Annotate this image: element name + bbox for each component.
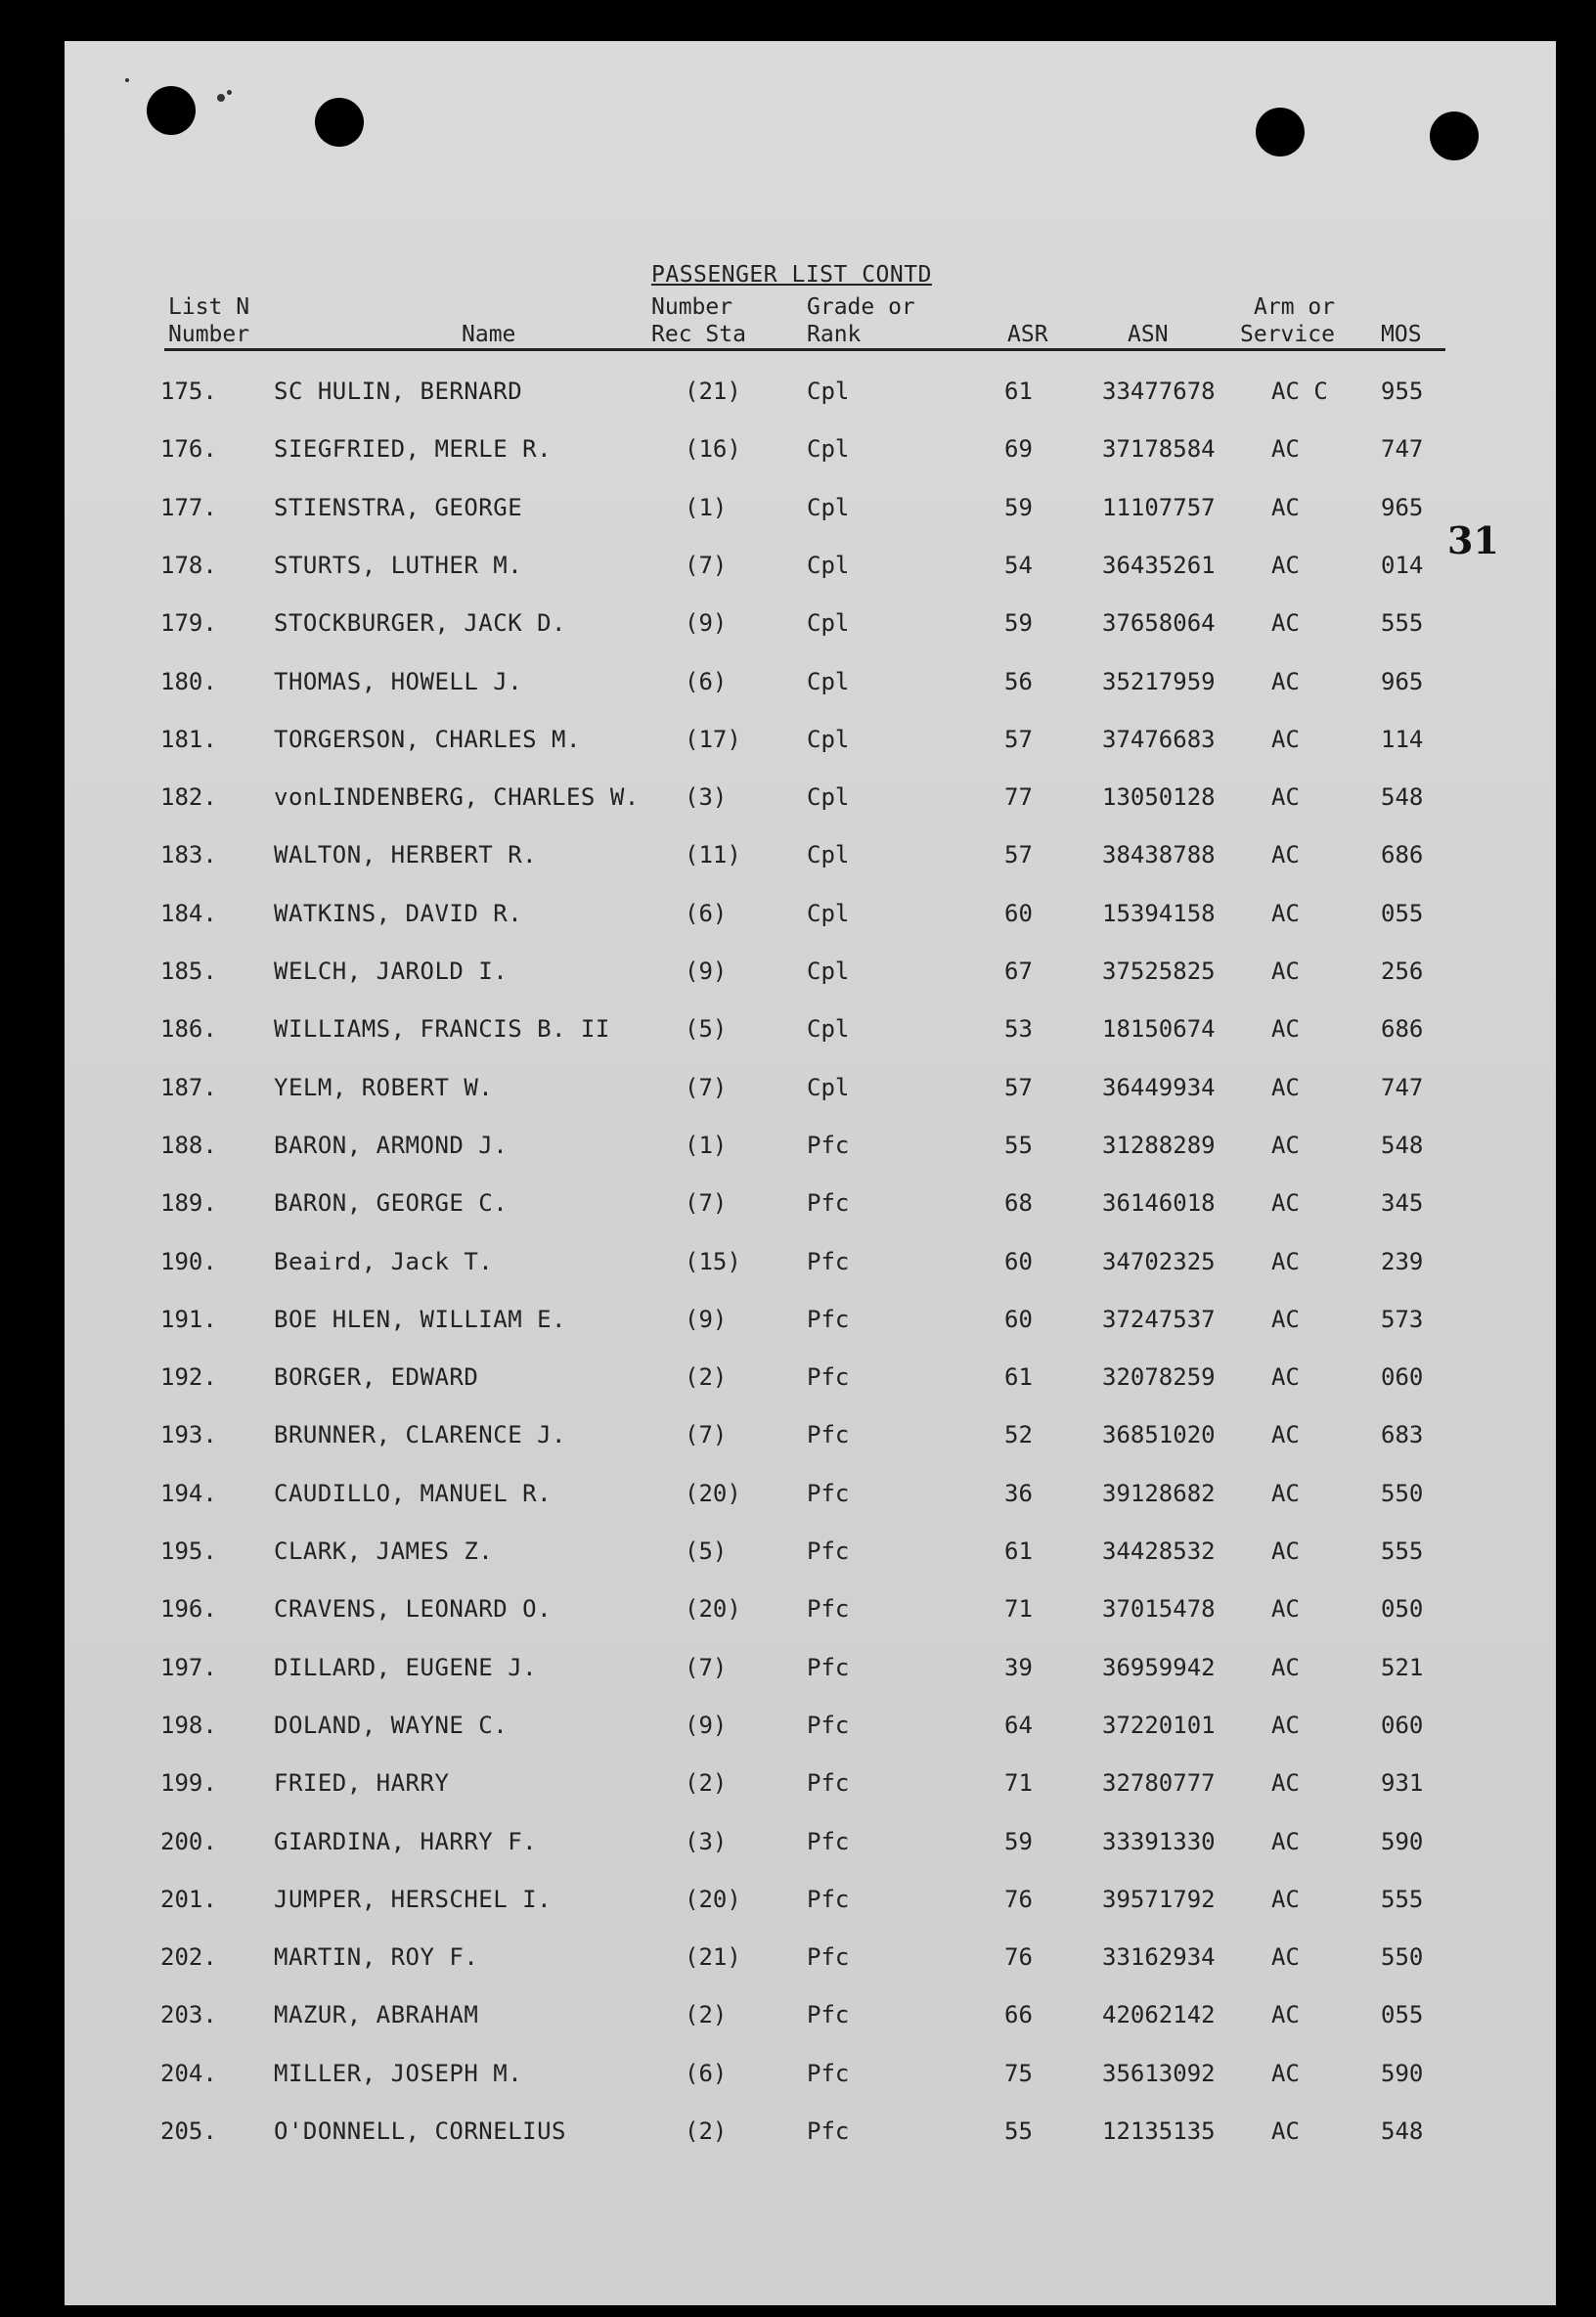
cell-asn: 32078259 xyxy=(1102,1363,1216,1392)
cell-list-number: 188. xyxy=(160,1131,217,1159)
cell-asn: 37476683 xyxy=(1102,725,1216,753)
cell-passenger-name: WILLIAMS, FRANCIS B. II xyxy=(274,1015,610,1044)
table-row xyxy=(0,1480,1596,1519)
cell-grade: Cpl xyxy=(807,1073,850,1101)
cell-passenger-name: CRAVENS, LEONARD O. xyxy=(274,1595,553,1624)
cell-rec-sta: (21) xyxy=(685,1943,741,1972)
cell-asr: 57 xyxy=(1004,1073,1033,1101)
cell-mos: 548 xyxy=(1381,783,1424,812)
cell-list-number: 180. xyxy=(160,667,217,695)
cell-mos: 683 xyxy=(1381,1421,1424,1449)
cell-rec-sta: (17) xyxy=(685,725,741,753)
cell-list-number: 182. xyxy=(160,783,217,812)
cell-asn: 35613092 xyxy=(1102,2059,1216,2087)
cell-arm-or-service: AC xyxy=(1271,1769,1300,1798)
cell-passenger-name: BORGER, EDWARD xyxy=(274,1363,479,1392)
cell-arm-or-service: AC xyxy=(1271,1421,1300,1449)
cell-asr: 52 xyxy=(1004,1421,1033,1449)
cell-asn: 36959942 xyxy=(1102,1653,1216,1681)
table-row xyxy=(0,1537,1596,1577)
table-row xyxy=(0,2117,1596,2157)
cell-asr: 71 xyxy=(1004,1769,1033,1798)
cell-list-number: 191. xyxy=(160,1305,217,1333)
cell-arm-or-service: AC xyxy=(1271,1827,1300,1855)
cell-arm-or-service: AC xyxy=(1271,1943,1300,1972)
cell-asn: 39571792 xyxy=(1102,1885,1216,1913)
table-row xyxy=(0,1712,1596,1751)
cell-mos: 955 xyxy=(1381,378,1424,405)
cell-asr: 66 xyxy=(1004,2001,1033,2029)
cell-arm-or-service: AC xyxy=(1271,1653,1300,1681)
document-title: PASSENGER LIST CONTD xyxy=(651,262,932,288)
cell-passenger-name: STIENSTRA, GEORGE xyxy=(274,493,523,521)
cell-asr: 68 xyxy=(1004,1189,1033,1218)
cell-mos: 550 xyxy=(1381,1479,1424,1507)
cell-list-number: 194. xyxy=(160,1479,217,1507)
cell-grade: Pfc xyxy=(807,1653,850,1681)
cell-asr: 76 xyxy=(1004,1943,1033,1972)
table-row xyxy=(0,552,1596,591)
cell-asr: 55 xyxy=(1004,1131,1033,1159)
cell-passenger-name: MARTIN, ROY F. xyxy=(274,1943,479,1972)
cell-asn: 32780777 xyxy=(1102,1769,1216,1798)
cell-grade: Cpl xyxy=(807,958,850,985)
cell-mos: 590 xyxy=(1381,1827,1424,1855)
cell-list-number: 201. xyxy=(160,1885,217,1913)
cell-rec-sta: (9) xyxy=(685,958,728,985)
header-asn: ASN xyxy=(1128,322,1169,347)
cell-asn: 36449934 xyxy=(1102,1073,1216,1101)
cell-asn: 33477678 xyxy=(1102,378,1216,405)
cell-rec-sta: (16) xyxy=(685,435,741,464)
cell-arm-or-service: AC xyxy=(1271,841,1300,869)
cell-asn: 36146018 xyxy=(1102,1189,1216,1218)
header-grade-or-rank: Grade or Rank xyxy=(807,294,915,347)
cell-mos: 014 xyxy=(1381,551,1424,579)
cell-asn: 31288289 xyxy=(1102,1131,1216,1159)
table-row xyxy=(0,2001,1596,2040)
cell-grade: Pfc xyxy=(807,1885,850,1913)
cell-asn: 37015478 xyxy=(1102,1595,1216,1624)
table-row xyxy=(0,1015,1596,1054)
cell-passenger-name: TORGERSON, CHARLES M. xyxy=(274,725,581,753)
cell-mos: 555 xyxy=(1381,1537,1424,1565)
cell-mos: 590 xyxy=(1381,2059,1424,2087)
cell-asr: 60 xyxy=(1004,899,1033,927)
cell-mos: 055 xyxy=(1381,2001,1424,2029)
cell-asn: 15394158 xyxy=(1102,899,1216,927)
cell-grade: Cpl xyxy=(807,841,850,869)
cell-list-number: 196. xyxy=(160,1595,217,1624)
cell-asr: 61 xyxy=(1004,1363,1033,1392)
cell-rec-sta: (6) xyxy=(685,899,728,927)
table-row xyxy=(0,726,1596,765)
cell-arm-or-service: AC xyxy=(1271,725,1300,753)
cell-asr: 64 xyxy=(1004,1711,1033,1739)
ink-speck xyxy=(227,90,232,95)
cell-passenger-name: SIEGFRIED, MERLE R. xyxy=(274,435,553,464)
cell-arm-or-service: AC xyxy=(1271,2059,1300,2087)
cell-passenger-name: YELM, ROBERT W. xyxy=(274,1073,494,1101)
table-row xyxy=(0,1769,1596,1808)
cell-asr: 61 xyxy=(1004,378,1033,405)
cell-arm-or-service: AC xyxy=(1271,551,1300,579)
cell-asn: 18150674 xyxy=(1102,1015,1216,1044)
cell-grade: Pfc xyxy=(807,1247,850,1275)
cell-mos: 686 xyxy=(1381,841,1424,869)
cell-passenger-name: STURTS, LUTHER M. xyxy=(274,551,523,579)
cell-list-number: 202. xyxy=(160,1943,217,1972)
table-row xyxy=(0,1074,1596,1113)
cell-rec-sta: (3) xyxy=(685,783,728,812)
cell-passenger-name: THOMAS, HOWELL J. xyxy=(274,667,523,695)
page-number: 31 xyxy=(1447,518,1499,562)
cell-asr: 69 xyxy=(1004,435,1033,464)
cell-passenger-name: Beaird, Jack T. xyxy=(274,1247,494,1275)
cell-passenger-name: WELCH, JAROLD I. xyxy=(274,958,509,985)
cell-rec-sta: (9) xyxy=(685,1711,728,1739)
cell-list-number: 179. xyxy=(160,609,217,638)
cell-arm-or-service: AC xyxy=(1271,609,1300,638)
cell-asn: 12135135 xyxy=(1102,2117,1216,2145)
cell-arm-or-service: AC xyxy=(1271,1305,1300,1333)
cell-asn: 11107757 xyxy=(1102,493,1216,521)
cell-asr: 36 xyxy=(1004,1479,1033,1507)
cell-asr: 60 xyxy=(1004,1305,1033,1333)
cell-arm-or-service: AC xyxy=(1271,1247,1300,1275)
cell-arm-or-service: AC xyxy=(1271,899,1300,927)
cell-mos: 573 xyxy=(1381,1305,1424,1333)
cell-rec-sta: (1) xyxy=(685,1131,728,1159)
header-mos: MOS xyxy=(1381,322,1422,347)
cell-asn: 13050128 xyxy=(1102,783,1216,812)
cell-list-number: 175. xyxy=(160,378,217,405)
cell-mos: 931 xyxy=(1381,1769,1424,1798)
cell-rec-sta: (21) xyxy=(685,378,741,405)
cell-rec-sta: (11) xyxy=(685,841,741,869)
cell-list-number: 195. xyxy=(160,1537,217,1565)
table-row xyxy=(0,1654,1596,1693)
cell-list-number: 186. xyxy=(160,1015,217,1044)
cell-mos: 747 xyxy=(1381,435,1424,464)
cell-grade: Pfc xyxy=(807,1479,850,1507)
cell-passenger-name: O'DONNELL, CORNELIUS xyxy=(274,2117,566,2145)
cell-asn: 37178584 xyxy=(1102,435,1216,464)
cell-passenger-name: FRIED, HARRY xyxy=(274,1769,450,1798)
cell-arm-or-service: AC xyxy=(1271,958,1300,985)
header-name: Name xyxy=(462,322,516,347)
cell-mos: 050 xyxy=(1381,1595,1424,1624)
table-row xyxy=(0,1886,1596,1925)
cell-asn: 36435261 xyxy=(1102,551,1216,579)
cell-arm-or-service: AC xyxy=(1271,493,1300,521)
cell-asr: 56 xyxy=(1004,667,1033,695)
cell-list-number: 198. xyxy=(160,1711,217,1739)
cell-rec-sta: (7) xyxy=(685,1073,728,1101)
cell-grade: Pfc xyxy=(807,1769,850,1798)
cell-rec-sta: (2) xyxy=(685,1769,728,1798)
cell-list-number: 197. xyxy=(160,1653,217,1681)
cell-passenger-name: vonLINDENBERG, CHARLES W. xyxy=(274,783,640,812)
cell-list-number: 203. xyxy=(160,2001,217,2029)
cell-grade: Pfc xyxy=(807,2001,850,2029)
cell-asn: 37658064 xyxy=(1102,609,1216,638)
cell-list-number: 177. xyxy=(160,493,217,521)
cell-passenger-name: CLARK, JAMES Z. xyxy=(274,1537,494,1565)
cell-mos: 345 xyxy=(1381,1189,1424,1218)
punch-hole-right-2 xyxy=(1430,111,1479,160)
cell-rec-sta: (7) xyxy=(685,1189,728,1218)
cell-rec-sta: (1) xyxy=(685,493,728,521)
cell-rec-sta: (2) xyxy=(685,2001,728,2029)
punch-hole-left-1 xyxy=(147,86,196,135)
cell-rec-sta: (20) xyxy=(685,1595,741,1624)
cell-asn: 37525825 xyxy=(1102,958,1216,985)
cell-asn: 34702325 xyxy=(1102,1247,1216,1275)
table-row xyxy=(0,1828,1596,1867)
cell-passenger-name: MAZUR, ABRAHAM xyxy=(274,2001,479,2029)
cell-grade: Cpl xyxy=(807,725,850,753)
cell-grade: Cpl xyxy=(807,493,850,521)
table-row xyxy=(0,783,1596,823)
cell-rec-sta: (6) xyxy=(685,667,728,695)
table-row xyxy=(0,668,1596,707)
cell-list-number: 204. xyxy=(160,2059,217,2087)
cell-grade: Pfc xyxy=(807,1305,850,1333)
cell-arm-or-service: AC xyxy=(1271,1711,1300,1739)
cell-arm-or-service: AC xyxy=(1271,1885,1300,1913)
cell-grade: Cpl xyxy=(807,783,850,812)
cell-list-number: 184. xyxy=(160,899,217,927)
cell-passenger-name: WATKINS, DAVID R. xyxy=(274,899,523,927)
cell-rec-sta: (7) xyxy=(685,551,728,579)
table-row xyxy=(0,378,1596,417)
cell-asr: 77 xyxy=(1004,783,1033,812)
cell-asr: 53 xyxy=(1004,1015,1033,1044)
ink-speck xyxy=(217,94,225,102)
cell-mos: 747 xyxy=(1381,1073,1424,1101)
cell-asn: 35217959 xyxy=(1102,667,1216,695)
cell-asr: 59 xyxy=(1004,493,1033,521)
header-rule xyxy=(164,348,1445,351)
cell-asn: 34428532 xyxy=(1102,1537,1216,1565)
table-row xyxy=(0,1943,1596,1983)
cell-grade: Pfc xyxy=(807,2117,850,2145)
cell-mos: 686 xyxy=(1381,1015,1424,1044)
cell-mos: 555 xyxy=(1381,1885,1424,1913)
cell-grade: Pfc xyxy=(807,1537,850,1565)
cell-list-number: 176. xyxy=(160,435,217,464)
cell-list-number: 192. xyxy=(160,1363,217,1392)
cell-passenger-name: BARON, GEORGE C. xyxy=(274,1189,509,1218)
cell-asn: 37220101 xyxy=(1102,1711,1216,1739)
cell-grade: Cpl xyxy=(807,1015,850,1044)
cell-arm-or-service: AC xyxy=(1271,1363,1300,1392)
cell-asr: 60 xyxy=(1004,1247,1033,1275)
cell-arm-or-service: AC xyxy=(1271,1189,1300,1218)
cell-asr: 71 xyxy=(1004,1595,1033,1624)
table-row xyxy=(0,958,1596,997)
header-asr: ASR xyxy=(1007,322,1048,347)
cell-asn: 36851020 xyxy=(1102,1421,1216,1449)
cell-asn: 42062142 xyxy=(1102,2001,1216,2029)
cell-arm-or-service: AC xyxy=(1271,1537,1300,1565)
cell-grade: Cpl xyxy=(807,435,850,464)
table-row xyxy=(0,1595,1596,1634)
cell-rec-sta: (3) xyxy=(685,1827,728,1855)
cell-passenger-name: STOCKBURGER, JACK D. xyxy=(274,609,566,638)
cell-grade: Pfc xyxy=(807,1131,850,1159)
table-row xyxy=(0,435,1596,474)
cell-asn: 33162934 xyxy=(1102,1943,1216,1972)
cell-mos: 060 xyxy=(1381,1363,1424,1392)
cell-rec-sta: (5) xyxy=(685,1537,728,1565)
cell-mos: 521 xyxy=(1381,1653,1424,1681)
table-row xyxy=(0,1421,1596,1460)
cell-passenger-name: DOLAND, WAYNE C. xyxy=(274,1711,509,1739)
cell-grade: Pfc xyxy=(807,1421,850,1449)
cell-grade: Pfc xyxy=(807,2059,850,2087)
cell-asr: 57 xyxy=(1004,725,1033,753)
cell-list-number: 193. xyxy=(160,1421,217,1449)
table-row xyxy=(0,2060,1596,2099)
cell-mos: 550 xyxy=(1381,1943,1424,1972)
cell-list-number: 185. xyxy=(160,958,217,985)
cell-arm-or-service: AC xyxy=(1271,1073,1300,1101)
cell-grade: Cpl xyxy=(807,899,850,927)
cell-arm-or-service: AC xyxy=(1271,783,1300,812)
cell-grade: Pfc xyxy=(807,1189,850,1218)
cell-arm-or-service: AC xyxy=(1271,435,1300,464)
cell-grade: Cpl xyxy=(807,551,850,579)
cell-passenger-name: WALTON, HERBERT R. xyxy=(274,841,538,869)
cell-asn: 33391330 xyxy=(1102,1827,1216,1855)
header-arm-or-service: Arm or Service xyxy=(1240,294,1336,347)
cell-arm-or-service: AC xyxy=(1271,1131,1300,1159)
cell-asn: 37247537 xyxy=(1102,1305,1216,1333)
cell-list-number: 181. xyxy=(160,725,217,753)
header-list-number: List N Number xyxy=(168,294,250,347)
cell-rec-sta: (20) xyxy=(685,1885,741,1913)
cell-asr: 67 xyxy=(1004,958,1033,985)
cell-mos: 055 xyxy=(1381,899,1424,927)
table-row xyxy=(0,1132,1596,1171)
cell-list-number: 190. xyxy=(160,1247,217,1275)
cell-arm-or-service: AC xyxy=(1271,1595,1300,1624)
cell-arm-or-service: AC C xyxy=(1271,378,1328,405)
cell-passenger-name: DILLARD, EUGENE J. xyxy=(274,1653,538,1681)
cell-mos: 060 xyxy=(1381,1711,1424,1739)
cell-grade: Cpl xyxy=(807,378,850,405)
header-number-rec-sta: Number Rec Sta xyxy=(651,294,746,347)
cell-list-number: 205. xyxy=(160,2117,217,2145)
cell-arm-or-service: AC xyxy=(1271,1479,1300,1507)
cell-arm-or-service: AC xyxy=(1271,667,1300,695)
cell-asr: 57 xyxy=(1004,841,1033,869)
cell-list-number: 200. xyxy=(160,1827,217,1855)
cell-passenger-name: CAUDILLO, MANUEL R. xyxy=(274,1479,553,1507)
table-row xyxy=(0,494,1596,533)
cell-mos: 555 xyxy=(1381,609,1424,638)
cell-passenger-name: SC HULIN, BERNARD xyxy=(274,378,523,405)
cell-asr: 59 xyxy=(1004,609,1033,638)
table-row xyxy=(0,1363,1596,1403)
cell-passenger-name: JUMPER, HERSCHEL I. xyxy=(274,1885,553,1913)
table-row xyxy=(0,1248,1596,1287)
cell-asr: 54 xyxy=(1004,551,1033,579)
cell-list-number: 178. xyxy=(160,551,217,579)
punch-hole-right-1 xyxy=(1256,108,1305,156)
cell-asr: 39 xyxy=(1004,1653,1033,1681)
punch-hole-left-2 xyxy=(315,98,364,147)
cell-rec-sta: (15) xyxy=(685,1247,741,1275)
cell-grade: Pfc xyxy=(807,1827,850,1855)
cell-passenger-name: BOE HLEN, WILLIAM E. xyxy=(274,1305,566,1333)
table-row xyxy=(0,841,1596,880)
cell-mos: 256 xyxy=(1381,958,1424,985)
cell-rec-sta: (9) xyxy=(685,1305,728,1333)
cell-grade: Pfc xyxy=(807,1711,850,1739)
cell-asr: 55 xyxy=(1004,2117,1033,2145)
cell-rec-sta: (7) xyxy=(685,1421,728,1449)
cell-mos: 965 xyxy=(1381,667,1424,695)
cell-arm-or-service: AC xyxy=(1271,2117,1300,2145)
cell-mos: 965 xyxy=(1381,493,1424,521)
cell-list-number: 189. xyxy=(160,1189,217,1218)
cell-arm-or-service: AC xyxy=(1271,1015,1300,1044)
table-row xyxy=(0,900,1596,939)
cell-grade: Pfc xyxy=(807,1943,850,1972)
cell-list-number: 183. xyxy=(160,841,217,869)
cell-list-number: 199. xyxy=(160,1769,217,1798)
cell-asr: 61 xyxy=(1004,1537,1033,1565)
cell-mos: 548 xyxy=(1381,2117,1424,2145)
cell-rec-sta: (2) xyxy=(685,1363,728,1392)
ink-speck xyxy=(125,78,129,82)
cell-asn: 38438788 xyxy=(1102,841,1216,869)
cell-asr: 76 xyxy=(1004,1885,1033,1913)
cell-passenger-name: BRUNNER, CLARENCE J. xyxy=(274,1421,566,1449)
cell-rec-sta: (20) xyxy=(685,1479,741,1507)
cell-asr: 75 xyxy=(1004,2059,1033,2087)
cell-arm-or-service: AC xyxy=(1271,2001,1300,2029)
cell-passenger-name: GIARDINA, HARRY F. xyxy=(274,1827,538,1855)
cell-passenger-name: MILLER, JOSEPH M. xyxy=(274,2059,523,2087)
cell-rec-sta: (7) xyxy=(685,1653,728,1681)
table-row xyxy=(0,1306,1596,1345)
cell-mos: 548 xyxy=(1381,1131,1424,1159)
cell-rec-sta: (9) xyxy=(685,609,728,638)
cell-grade: Pfc xyxy=(807,1595,850,1624)
cell-asn: 39128682 xyxy=(1102,1479,1216,1507)
cell-rec-sta: (6) xyxy=(685,2059,728,2087)
cell-rec-sta: (2) xyxy=(685,2117,728,2145)
cell-passenger-name: BARON, ARMOND J. xyxy=(274,1131,509,1159)
cell-grade: Cpl xyxy=(807,609,850,638)
cell-asr: 59 xyxy=(1004,1827,1033,1855)
table-row xyxy=(0,609,1596,648)
cell-grade: Pfc xyxy=(807,1363,850,1392)
cell-mos: 114 xyxy=(1381,725,1424,753)
cell-list-number: 187. xyxy=(160,1073,217,1101)
cell-mos: 239 xyxy=(1381,1247,1424,1275)
table-row xyxy=(0,1189,1596,1228)
cell-rec-sta: (5) xyxy=(685,1015,728,1044)
cell-grade: Cpl xyxy=(807,667,850,695)
